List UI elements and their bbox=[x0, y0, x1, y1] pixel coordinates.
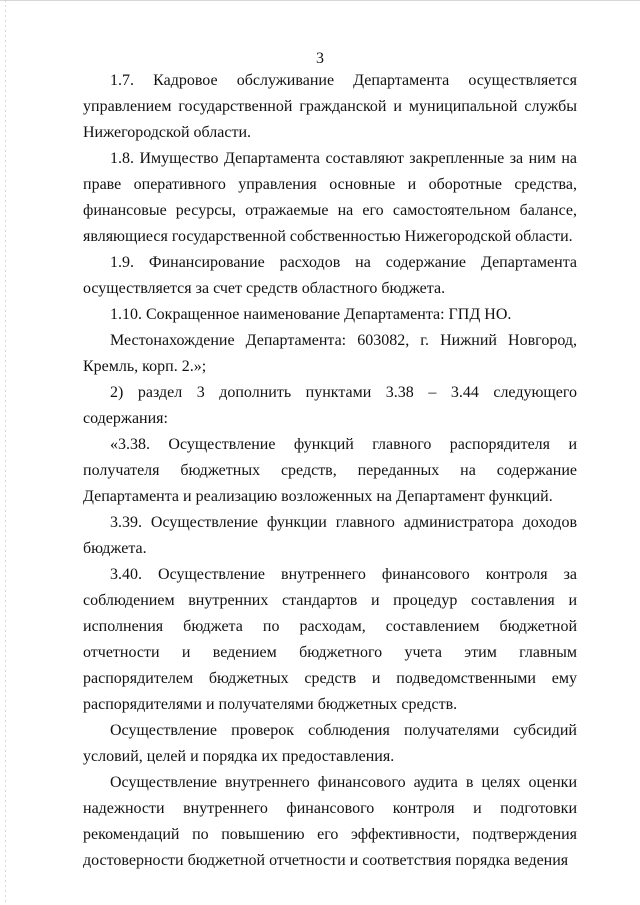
paragraph-subsidy-checks: Осуществление проверок соблюдения получателями субсидий условий, целей и порядка их предоставления. bbox=[83, 722, 577, 765]
document-body bbox=[83, 68, 577, 874]
paragraph-1-7: 1.7. Кадровое обслуживание Департамента осуществляется управлением государственной гражданской и муниципальной службы Нижегородской области. bbox=[83, 72, 577, 141]
paragraph-1-9: 1.9. Финансирование расходов на содержание Департамента осуществляется за счет средств областного бюджета. bbox=[83, 254, 577, 297]
paragraph-1-8: 1.8. Имущество Департамента составляют закрепленные за ним на праве оперативного управления основные и оборотные средства, финансовые ресурсы, отражаемые на его самостоятельном балансе, являющиеся государственной собственностью Нижегородской области. bbox=[83, 150, 577, 245]
paragraph-internal-audit: Осуществление внутреннего финансового аудита в целях оценки надежности внутреннего финансового контроля и подготовки рекомендаций по повышению его эффективности, подтверждения достоверности бюджетной отчетности и соответствия порядка ведения bbox=[83, 774, 577, 869]
paragraph-location: Местонахождение Департамента: 603082, г. Нижний Новгород, Кремль, корп. 2.»; bbox=[83, 332, 577, 375]
paragraph-3-39: 3.39. Осуществление функции главного администратора доходов бюджета. bbox=[83, 514, 577, 557]
page-number: 3 bbox=[316, 50, 324, 67]
scan-left-edge bbox=[5, 0, 6, 905]
paragraph-3-40: 3.40. Осуществление внутреннего финансового контроля за соблюдением внутренних стандартов и процедур составления и исполнения бюджета по расходам, составлением бюджетной отчетности и ведением бюджетного учета этим главным распорядителем бюджетных средств и подведомственными ему распорядителями и получателями бюджетных средств. bbox=[83, 566, 577, 713]
paragraph-section-3-amendment: 2) раздел 3 дополнить пунктами 3.38 – 3.44 следующего содержания: bbox=[83, 384, 577, 427]
page-top-edge bbox=[0, 0, 640, 1]
paragraph-1-10: 1.10. Сокращенное наименование Департамента: ГПД НО. bbox=[110, 306, 512, 323]
paragraph-3-38: «3.38. Осуществление функций главного распорядителя и получателя бюджетных средств, переданных на содержание Департамента и реализацию возложенных на Департамент функций. bbox=[83, 436, 577, 505]
